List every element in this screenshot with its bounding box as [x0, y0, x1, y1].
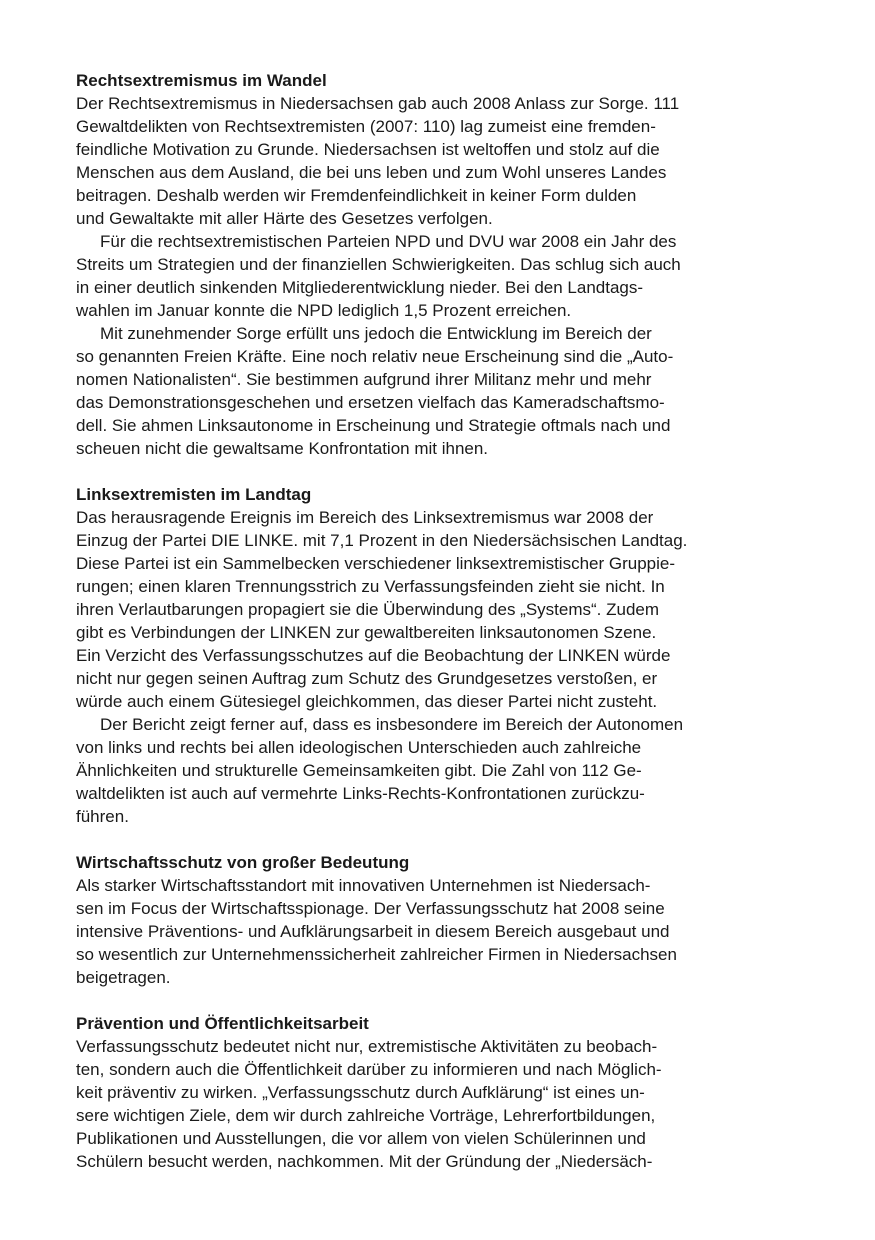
- text-line: scheuen nicht die gewaltsame Konfrontation mit ihnen.: [76, 439, 489, 458]
- section-rechtsextremismus: [76, 69, 796, 460]
- text-line: Menschen aus dem Ausland, die bei uns leben und zum Wohl unseres Landes: [76, 163, 667, 182]
- text-line: Schülern besucht werden, nachkommen. Mit der Gründung der „Niedersäch-: [76, 1152, 653, 1171]
- document-page: [76, 69, 796, 1196]
- text-line: Für die rechtsextremistischen Parteien NPD und DVU war 2008 ein Jahr des: [100, 232, 677, 251]
- text-line: würde auch einem Gütesiegel gleichkommen, das dieser Partei nicht zusteht.: [76, 692, 658, 711]
- text-line: Streits um Strategien und der finanziellen Schwierigkeiten. Das schlug sich auch: [76, 255, 681, 274]
- text-line: Der Rechtsextremismus in Niedersachsen gab auch 2008 Anlass zur Sorge. 111: [76, 94, 680, 113]
- text-line: gibt es Verbindungen der LINKEN zur gewaltbereiten linksautonomen Szene.: [76, 623, 657, 642]
- text-line: Ähnlichkeiten und strukturelle Gemeinsamkeiten gibt. Die Zahl von 112 Ge-: [76, 761, 642, 780]
- text-line: waltdelikten ist auch auf vermehrte Links-Rechts-Konfrontationen zurückzu-: [76, 784, 645, 803]
- text-line: Diese Partei ist ein Sammelbecken verschiedener linksextremistischer Gruppie-: [76, 554, 676, 573]
- text-line: nicht nur gegen seinen Auftrag zum Schutz des Grundgesetzes verstoßen, er: [76, 669, 658, 688]
- text-line: so wesentlich zur Unternehmenssicherheit zahlreicher Firmen in Niedersachsen: [76, 945, 677, 964]
- text-line: Ein Verzicht des Verfassungsschutzes auf die Beobachtung der LINKEN würde: [76, 646, 671, 665]
- section-heading: Wirtschaftsschutz von großer Bedeutung: [76, 853, 410, 872]
- text-line: nomen Nationalisten“. Sie bestimmen aufgrund ihrer Militanz mehr und mehr: [76, 370, 652, 389]
- section-wirtschaftsschutz: [76, 851, 796, 989]
- text-line: wahlen im Januar konnte die NPD lediglich 1,5 Prozent erreichen.: [76, 301, 572, 320]
- section-linksextremisten: [76, 483, 796, 828]
- text-line: Verfassungsschutz bedeutet nicht nur, extremistische Aktivitäten zu beobach-: [76, 1037, 658, 1056]
- text-line: das Demonstrationsgeschehen und ersetzen vielfach das Kameradschaftsmo-: [76, 393, 665, 412]
- text-line: keit präventiv zu wirken. „Verfassungsschutz durch Aufklärung“ ist eines un-: [76, 1083, 645, 1102]
- text-line: ten, sondern auch die Öffentlichkeit darüber zu informieren und nach Möglich-: [76, 1060, 662, 1079]
- text-line: ihren Verlautbarungen propagiert sie die Überwindung des „Systems“. Zudem: [76, 600, 660, 619]
- text-line: sere wichtigen Ziele, dem wir durch zahlreiche Vorträge, Lehrerfortbildungen,: [76, 1106, 656, 1125]
- section-heading: Linksextremisten im Landtag: [76, 485, 312, 504]
- text-line: Der Bericht zeigt ferner auf, dass es insbesondere im Bereich der Autonomen: [100, 715, 684, 734]
- section-praevention: [76, 1012, 796, 1173]
- section-heading: Prävention und Öffentlichkeitsarbeit: [76, 1014, 369, 1033]
- text-line: Das herausragende Ereignis im Bereich des Linksextremismus war 2008 der: [76, 508, 654, 527]
- text-line: Publikationen und Ausstellungen, die vor allem von vielen Schülerinnen und: [76, 1129, 646, 1148]
- text-line: Als starker Wirtschaftsstandort mit innovativen Unternehmen ist Niedersach-: [76, 876, 651, 895]
- text-line: beigetragen.: [76, 968, 171, 987]
- text-line: Mit zunehmender Sorge erfüllt uns jedoch die Entwicklung im Bereich der: [100, 324, 652, 343]
- text-line: in einer deutlich sinkenden Mitgliederentwicklung nieder. Bei den Landtags-: [76, 278, 644, 297]
- text-line: Einzug der Partei DIE LINKE. mit 7,1 Prozent in den Niedersächsischen Landtag.: [76, 531, 688, 550]
- text-line: rungen; einen klaren Trennungsstrich zu Verfassungsfeinden zieht sie nicht. In: [76, 577, 665, 596]
- text-line: so genannten Freien Kräfte. Eine noch relativ neue Erscheinung sind die „Auto-: [76, 347, 674, 366]
- text-line: und Gewaltakte mit aller Härte des Gesetzes verfolgen.: [76, 209, 493, 228]
- text-line: intensive Präventions- und Aufklärungsarbeit in diesem Bereich ausgebaut und: [76, 922, 670, 941]
- text-line: führen.: [76, 807, 129, 826]
- section-heading: Rechtsextremismus im Wandel: [76, 71, 327, 90]
- text-line: beitragen. Deshalb werden wir Fremdenfeindlichkeit in keiner Form dulden: [76, 186, 637, 205]
- text-line: feindliche Motivation zu Grunde. Niedersachsen ist weltoffen und stolz auf die: [76, 140, 660, 159]
- text-line: dell. Sie ahmen Linksautonome in Erscheinung und Strategie oftmals nach und: [76, 416, 671, 435]
- text-line: von links und rechts bei allen ideologischen Unterschieden auch zahlreiche: [76, 738, 642, 757]
- text-line: Gewaltdelikten von Rechtsextremisten (2007: 110) lag zumeist eine fremden-: [76, 117, 656, 136]
- text-line: sen im Focus der Wirtschaftsspionage. Der Verfassungsschutz hat 2008 seine: [76, 899, 665, 918]
